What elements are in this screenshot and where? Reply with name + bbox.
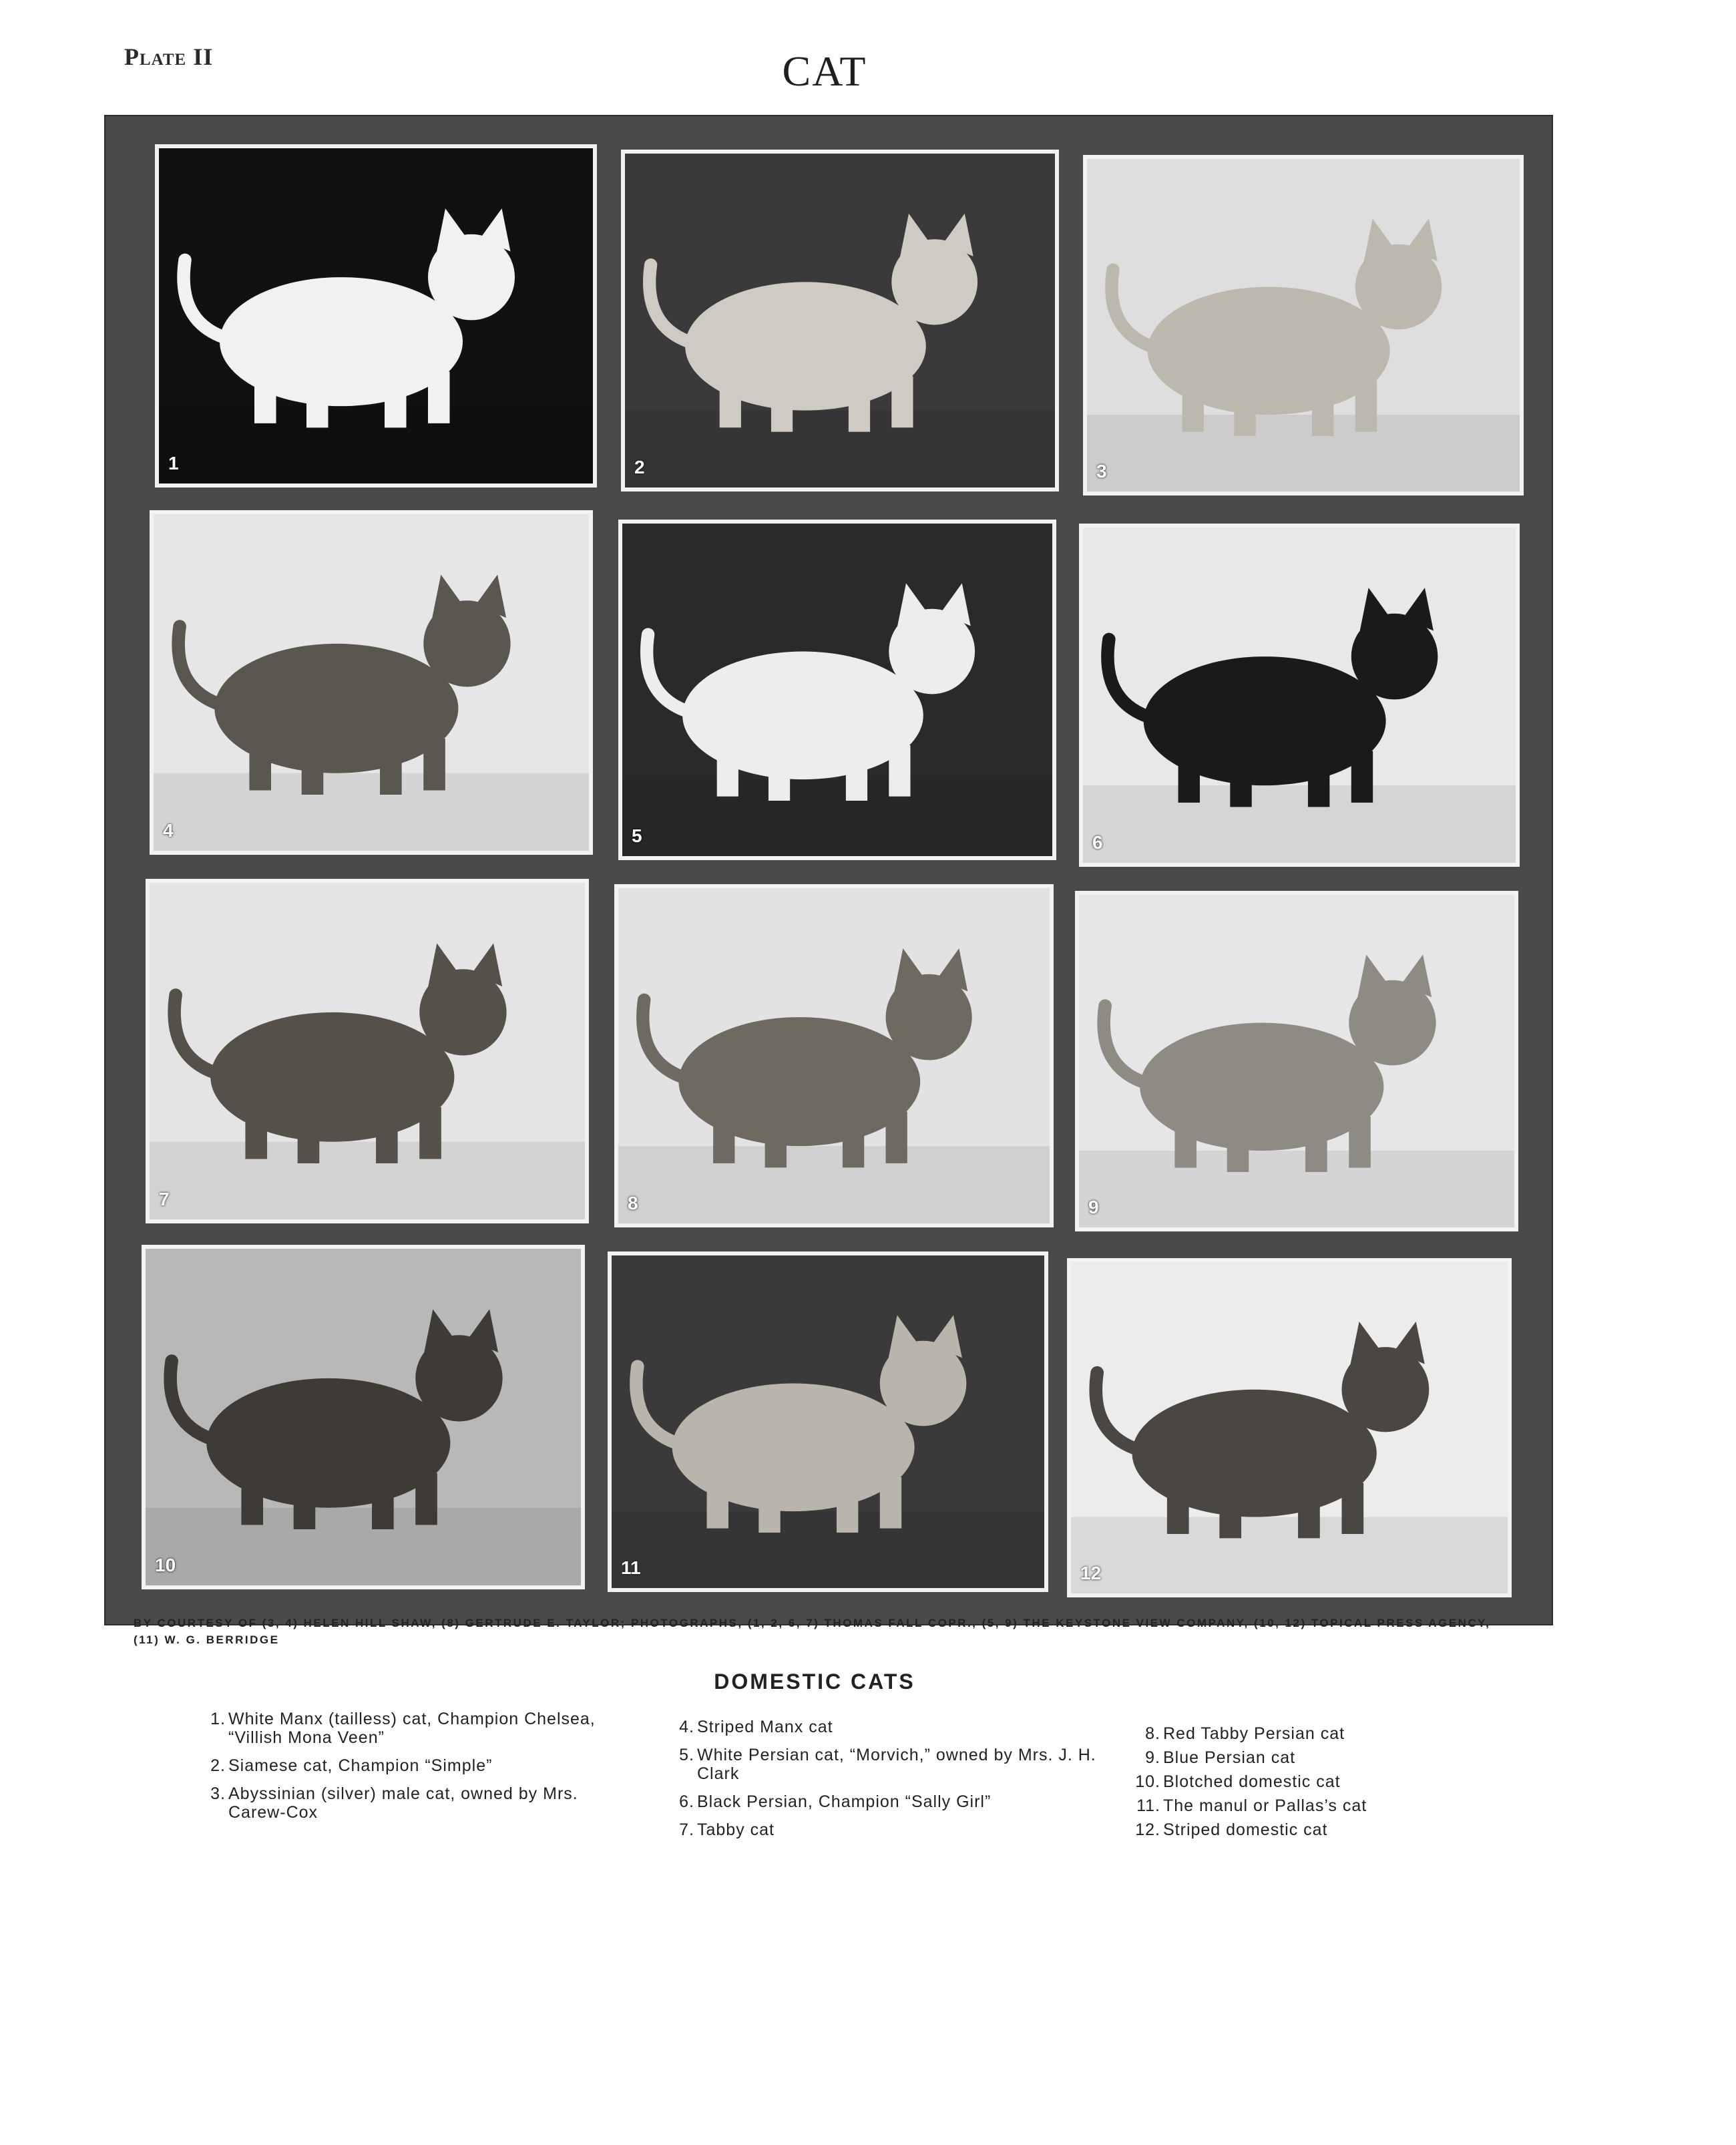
photo-number: 6 xyxy=(1092,832,1103,853)
caption-item xyxy=(1135,1772,1509,1791)
cat-photo xyxy=(618,520,1056,860)
cat-photo xyxy=(142,1245,585,1589)
abyssinian-cat-photo xyxy=(1087,159,1520,492)
cat-photo xyxy=(1083,155,1524,496)
striped-manx-cat-photo xyxy=(154,514,589,851)
cat-photo xyxy=(614,884,1054,1227)
caption-column-2 xyxy=(669,1718,1096,1848)
photo-floor xyxy=(1083,785,1516,863)
photo-number: 8 xyxy=(628,1193,638,1213)
striped-domestic-cat-photo xyxy=(1071,1262,1508,1593)
siamese-cat-photo xyxy=(625,154,1055,488)
caption-item xyxy=(669,1792,1096,1811)
caption-text: Striped domestic cat xyxy=(1163,1820,1328,1839)
photo-plate-frame xyxy=(104,115,1553,1625)
caption-column-1 xyxy=(200,1710,641,1831)
caption-text: Siamese cat, Champion “Simple” xyxy=(228,1756,493,1775)
cat-photo xyxy=(146,879,589,1223)
photo-number: 4 xyxy=(163,820,174,841)
cat-photo xyxy=(608,1251,1048,1592)
photo-number: 2 xyxy=(634,457,645,477)
caption-number: 4. xyxy=(679,1718,694,1736)
photo-floor xyxy=(150,1142,585,1219)
photo-floor xyxy=(1071,1517,1508,1593)
caption-number: 10. xyxy=(1135,1772,1160,1791)
caption-text: Tabby cat xyxy=(697,1820,775,1839)
blotched-domestic-cat-photo xyxy=(146,1249,581,1585)
caption-column-3 xyxy=(1135,1724,1509,1844)
caption-number: 7. xyxy=(679,1820,694,1839)
cat-photo xyxy=(1075,891,1518,1231)
section-title: DOMESTIC CATS xyxy=(714,1670,915,1694)
caption-item xyxy=(669,1746,1096,1783)
cat-photo xyxy=(621,150,1059,492)
caption-text: Blotched domestic cat xyxy=(1163,1772,1341,1791)
photo-number: 9 xyxy=(1088,1197,1099,1217)
cat-photo xyxy=(155,144,597,488)
caption-item xyxy=(669,1820,1096,1839)
tabby-cat-photo xyxy=(150,883,585,1219)
photo-floor xyxy=(146,1508,581,1585)
cat-photo xyxy=(1079,524,1520,867)
caption-item xyxy=(1135,1796,1509,1815)
caption-number: 3. xyxy=(210,1784,226,1803)
photo-number: 10 xyxy=(155,1555,176,1575)
caption-text: White Persian cat, “Morvich,” owned by Mrs. J. H. Clark xyxy=(697,1746,1096,1783)
photo-floor xyxy=(1087,415,1520,492)
page-title: CAT xyxy=(782,47,867,95)
photo-number: 11 xyxy=(621,1557,641,1578)
photo-floor xyxy=(612,1511,1044,1588)
caption-number: 9. xyxy=(1145,1748,1160,1767)
caption-item xyxy=(200,1756,641,1775)
caption-item xyxy=(200,1710,641,1747)
caption-item xyxy=(1135,1820,1509,1839)
caption-number: 12. xyxy=(1135,1820,1160,1839)
caption-number: 11. xyxy=(1136,1796,1160,1815)
caption-number: 1. xyxy=(210,1710,226,1728)
photo-floor xyxy=(625,411,1055,488)
photo-floor xyxy=(159,406,593,483)
photo-floor xyxy=(1079,1151,1514,1227)
photo-floor xyxy=(622,779,1052,856)
photo-number: 1 xyxy=(168,453,179,473)
caption-text: Abyssinian (silver) male cat, owned by Mrs. Carew-Cox xyxy=(228,1784,578,1822)
caption-item xyxy=(1135,1748,1509,1767)
cat-photo xyxy=(1067,1258,1512,1597)
photo-floor xyxy=(154,773,589,851)
caption-text: Striped Manx cat xyxy=(697,1718,833,1736)
caption-item xyxy=(1135,1724,1509,1743)
manul-pallas-cat-photo xyxy=(612,1255,1044,1588)
photo-number: 3 xyxy=(1096,461,1107,481)
caption-text: Blue Persian cat xyxy=(1163,1748,1296,1767)
caption-number: 8. xyxy=(1145,1724,1160,1743)
photo-number: 7 xyxy=(159,1189,170,1209)
caption-text: The manul or Pallas’s cat xyxy=(1163,1796,1367,1815)
caption-item xyxy=(200,1784,641,1822)
caption-item xyxy=(669,1718,1096,1736)
caption-text: White Manx (tailless) cat, Champion Chelsea, “Villish Mona Veen” xyxy=(228,1710,596,1747)
red-tabby-persian-cat-photo xyxy=(618,888,1050,1223)
caption-number: 6. xyxy=(679,1792,694,1811)
photo-floor xyxy=(618,1146,1050,1223)
white-persian-cat-photo xyxy=(622,524,1052,856)
caption-text: Black Persian, Champion “Sally Girl” xyxy=(697,1792,992,1811)
photo-number: 12 xyxy=(1080,1563,1102,1583)
caption-number: 5. xyxy=(679,1746,694,1764)
cat-photo xyxy=(150,510,593,855)
photo-credit: BY COURTESY OF (3, 4) HELEN HILL SHAW, (8) GERTRUDE E. TAYLOR; PHOTOGRAPHS, (1, 2, 6, 7) THOMAS FALL COPR., (5, 9) THE KEYSTONE VIEW COMPANY, (10, 12) TOPICAL PRESS AGENCY, (11) W. G. BERRIDGE xyxy=(134,1617,1491,1646)
caption-text: Red Tabby Persian cat xyxy=(1163,1724,1345,1743)
plate-label: Plate II xyxy=(124,43,214,70)
black-persian-cat-photo xyxy=(1083,528,1516,863)
white-manx-cat-photo xyxy=(159,148,593,483)
photo-number: 5 xyxy=(632,825,642,846)
caption-number: 2. xyxy=(210,1756,226,1775)
blue-persian-cat-photo xyxy=(1079,895,1514,1227)
